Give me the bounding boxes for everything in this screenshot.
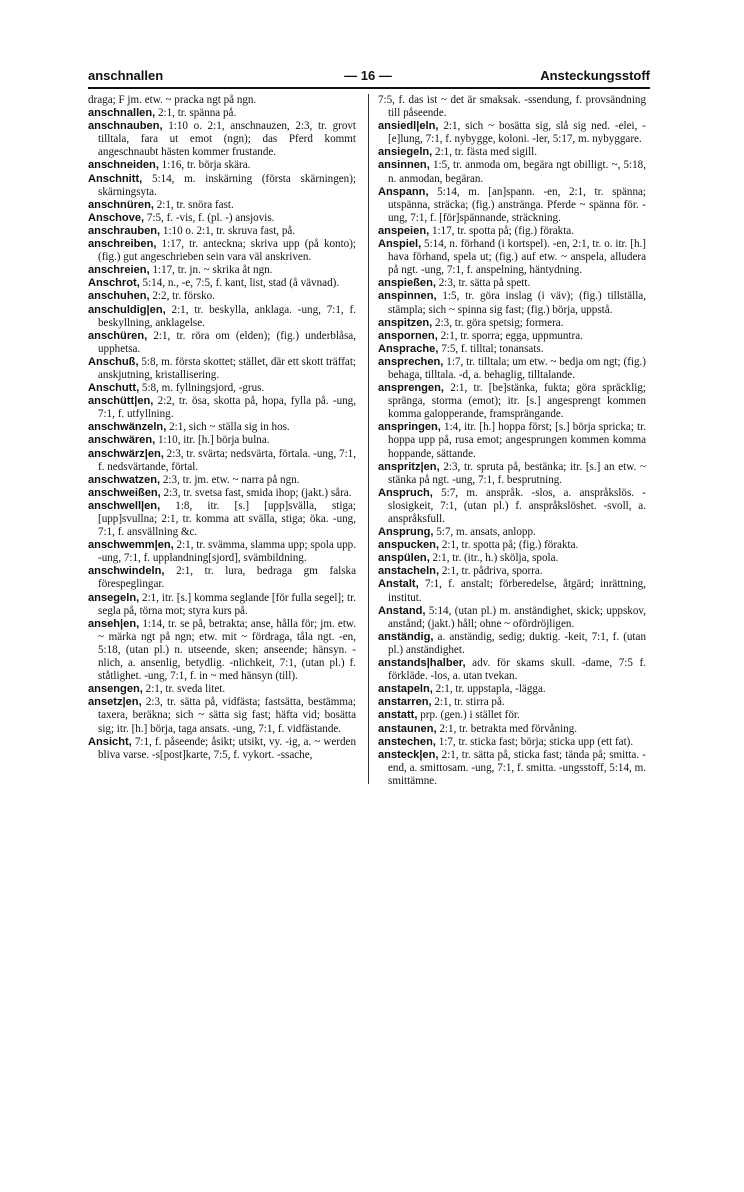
dictionary-entry: ansengen, 2:1, tr. sveda litet.	[88, 683, 226, 696]
dictionary-entry: anschweißen, 2:3, tr. svetsa fast, smida ihop; (jakt.) såra.	[88, 486, 352, 499]
dictionary-entry: anschreiben, 1:17, tr. anteckna; skriva upp (på konto); (fig.) gut angeschrieben sein vara väl anskriven.	[88, 238, 356, 264]
dictionary-entry: anschwemm|en, 2:1, tr. svämma, slamma upp; spola upp. -ung, 7:1, f. upplandning[sjord], svämbildning.	[88, 539, 356, 565]
dictionary-entry: ansinnen, 1:5, tr. anmoda om, begära ngt obilligt. ~, 5:18, n. anmodan, begäran.	[378, 159, 646, 185]
dictionary-entry: anschuldig|en, 2:1, tr. beskylla, anklaga. -ung, 7:1, f. beskyllning, anklagelse.	[88, 303, 356, 329]
page-header	[88, 64, 650, 88]
dictionary-entry: Anstalt, 7:1, f. anstalt; förberedelse, åtgärd; inrättning, institut.	[378, 578, 646, 604]
dictionary-entry: anspeien, 1:17, tr. spotta på; (fig.) förakta.	[378, 224, 574, 237]
dictionary-entry: anstechen, 1:7, tr. sticka fast; börja; sticka upp (ett fat).	[378, 735, 634, 748]
dictionary-entry: ansteck|en, 2:1, tr. sätta på, sticka fast; tända på; smitta. -end, a. smittosam. -ung, 7:1, f. smitta. -ungsstoff, 5:14, m. smittämne.	[378, 748, 646, 787]
dictionary-entry: anschrauben, 1:10 o. 2:1, tr. skruva fast, på.	[88, 224, 296, 237]
header-right-guideword: Ansteckungsstoff	[540, 68, 650, 83]
dictionary-entry: Ansprung, 5:7, m. ansats, anlopp.	[378, 526, 536, 539]
dictionary-entry: anspinnen, 1:5, tr. göra inslag (i väv); (fig.) tillställa, stämpla; sich ~ spinna sig fast; (fig.) börja, uppstå.	[378, 290, 646, 316]
dictionary-entry: Ansicht, 7:1, f. påseende; åsikt; utsikt, vy. -ig, a. ~ werden bliva varse. -s[post]karte, 7:5, f. vykort. -ssache,	[88, 735, 356, 761]
left-column	[88, 94, 356, 762]
dictionary-entry: ansiedl|eln, 2:1, sich ~ bosätta sig, slå sig ned. -elei, -[e]lung, 7:1, f. nybygge, koloni. -ler, 5:17, m. nybyggare.	[378, 120, 646, 146]
dictionary-entry: Anschove, 7:5, f. -vis, f. (pl. -) ansjovis.	[88, 211, 275, 224]
dictionary-entry: Anstand, 5:14, (utan pl.) m. anständighet, skick; uppskov, anstånd; (jakt.) håll; ohne ~ ofördröjligen.	[378, 604, 646, 630]
dictionary-entry: anständig, a. anständig, sedig; duktig. -keit, 7:1, f. (utan pl.) anständighet.	[378, 630, 646, 656]
dictionary-entry: anspießen, 2:3, tr. sätta på spett.	[378, 277, 531, 290]
dictionary-entry: ansprechen, 1:7, tr. tilltala; um etw. ~ bedja om ngt; (fig.) behaga, tilltala. -d, a. behaglig, tilltalande.	[378, 355, 646, 381]
dictionary-entry: anstarren, 2:1, tr. stirra på.	[378, 696, 505, 709]
dictionary-entry: anspornen, 2:1, tr. sporra; egga, uppmuntra.	[378, 329, 583, 342]
header-rule	[88, 87, 650, 89]
dictionary-entry: anstacheln, 2:1, tr. pådriva, sporra.	[378, 565, 543, 578]
dictionary-entry: Anspruch, 5:7, m. anspråk. -slos, a. anspråkslös. -slosigkeit, 7:1, (utan pl.) f. anspråkslöshet. -svoll, a. anspråksfull.	[378, 486, 646, 525]
dictionary-entry: anschütt|en, 2:2, tr. ösa, skotta på, hopa, fylla på. -ung, 7:1, f. utfyllning.	[88, 395, 356, 421]
dictionary-entry: anschwänzeln, 2:1, sich ~ ställa sig in hos.	[88, 421, 290, 434]
dictionary-entry: anstands|halber, adv. för skams skull. -dame, 7:5 f. förkläde. -los, a. utan tvekan.	[378, 657, 646, 683]
dictionary-entry: anschwären, 1:10, itr. [h.] börja bulna.	[88, 434, 270, 447]
dictionary-entry: Anschnitt, 5:14, m. inskärning (första skärningen); skärningsyta.	[88, 172, 356, 198]
dictionary-entry: Ansprache, 7:5, f. tilltal; tonansats.	[378, 342, 544, 355]
dictionary-entry: anstaunen, 2:1, tr. betrakta med förvåning.	[378, 722, 578, 735]
dictionary-entry: anschwatzen, 2:3, tr. jm. etw. ~ narra på ngn.	[88, 473, 300, 486]
dictionary-entry: ansetz|en, 2:3, tr. sätta på, vidfästa; fastsätta, bestämma; taxera, beräkna; sich ~ sätta sig fast; häfta vid; bosätta sig; itr. [h.] börja, taga ansats. -ung, 7:1, f. vidfästande.	[88, 696, 356, 735]
dictionary-entry: anseh|en, 1:14, tr. se på, betrakta; anse, hålla för; jm. etw. ~ märka ngt på ngn; etw. mit ~ fördraga, tåla ngt. -en, 5:18, (utan pl.) n. utseende, sken; anseende; hänsyn. -nlich, a. ansenlig, betydlig. -nlichkeit, 7:1, (utan pl.) f. ståtlighet. -ung, 7:1, f. in ~ med hänsyn (till).	[88, 617, 356, 683]
dictionary-entry: anschuhen, 2:2, tr. försko.	[88, 290, 215, 303]
dictionary-entry: Anspiel, 5:14, n. förhand (i kortspel). -en, 2:1, tr. o. itr. [h.] hava förhand, spela ut; (fig.) auf etw. ~ anspela, alludera på ngt. -ung, 7:1, f. anspelning, häntydning.	[378, 238, 646, 277]
dictionary-entry: 7:5, f. das ist ~ det är smaksak. -ssendung, f. provsändning till påseende.	[378, 94, 646, 120]
dictionary-entry: Anschutt, 5:8, m. fyllningsjord, -grus.	[88, 382, 265, 395]
dictionary-entry: anschüren, 2:1, tr. röra om (elden); (fig.) underblåsa, upphetsa.	[88, 329, 356, 355]
dictionary-entry: anschnallen, 2:1, tr. spänna på.	[88, 107, 237, 120]
dictionary-entry: anschnauben, 1:10 o. 2:1, anschnauzen, 2:3, tr. grovt tilltala, fara ut emot (ngn); das Pferd kommt angeschnaubt hästen kommer frustande.	[88, 120, 356, 159]
dictionary-entry: anspritz|en, 2:3, tr. spruta på, bestänka; itr. [s.] an etw. ~ stänka på ngt. -ung, 7:1, f. besprutning.	[378, 460, 646, 486]
dictionary-entry: Anschrot, 5:14, n., -e, 7:5, f. kant, list, stad (å vävnad).	[88, 277, 340, 290]
dictionary-entry: anschnüren, 2:1, tr. snöra fast.	[88, 198, 234, 211]
dictionary-entry: anspucken, 2:1, tr. spotta på; (fig.) förakta.	[378, 539, 579, 552]
page-number: — 16 —	[344, 68, 392, 83]
dictionary-entry: Anschuß, 5:8, m. första skottet; stället, där ett skott träffat; anskjutning, kristallisering.	[88, 355, 356, 381]
dictionary-entry: anschneiden, 1:16, tr. börja skära.	[88, 159, 251, 172]
dictionary-entry: draga; F jm. etw. ~ pracka ngt på ngn.	[88, 94, 257, 106]
dictionary-entry: ansiegeln, 2:1, tr. fästa med sigill.	[378, 146, 538, 159]
dictionary-entry: anspringen, 1:4, itr. [h.] hoppa först; [s.] börja spricka; tr. hoppa upp på, rusa emot; angesprungen kommen komma hoppande, sättande.	[378, 421, 646, 460]
header-left-guideword: anschnallen	[88, 68, 164, 83]
dictionary-entry: ansprengen, 2:1, tr. [be]stänka, fukta; göra spräcklig; spränga, storma (emot); itr. [s.] angesprengt kommen komma galopperande, framsprängande.	[378, 382, 646, 421]
dictionary-entry: ansegeln, 2:1, itr. [s.] komma seglande [för fulla segel]; tr. segla på, törna mot; styra kurs på.	[88, 591, 356, 617]
dictionary-entry: anspitzen, 2:3, tr. göra spetsig; formera.	[378, 316, 564, 329]
dictionary-entry: anschwindeln, 2:1, tr. lura, bedraga gm falska förespeglingar.	[88, 565, 356, 591]
right-column	[378, 94, 646, 788]
dictionary-entry: anschwell|en, 1:8, itr. [s.] [upp]svälla, stiga; [upp]svullna; 2:1, tr. komma att svälla, stiga; öka. -ung, 7:1, f. ansvällning &c.	[88, 499, 356, 539]
dictionary-entry: anspülen, 2:1, tr. (itr., h.) skölja, spola.	[378, 552, 559, 565]
dictionary-entry: anstapeln, 2:1, tr. uppstapla, -lägga.	[378, 683, 546, 696]
blank-page-margin	[0, 800, 744, 1192]
dictionary-entry: Anspann, 5:14, m. [an]spann. -en, 2:1, tr. spänna; utspänna, sträcka; (fig.) anstränga. Pferde ~ spänna för. -ung, 7:1, f. [för]spännande, sträckning.	[378, 185, 646, 224]
dictionary-entry: anschreien, 1:17, tr. jn. ~ skrika åt ngn.	[88, 264, 273, 277]
dictionary-entry: anstatt, prp. (gen.) i stället för.	[378, 709, 520, 722]
dictionary-entry: anschwärz|en, 2:3, tr. svärta; nedsvärta, förtala. -ung, 7:1, f. nedsvärtande, förtal.	[88, 447, 356, 473]
dictionary-page	[88, 64, 650, 787]
column-divider	[368, 94, 369, 784]
